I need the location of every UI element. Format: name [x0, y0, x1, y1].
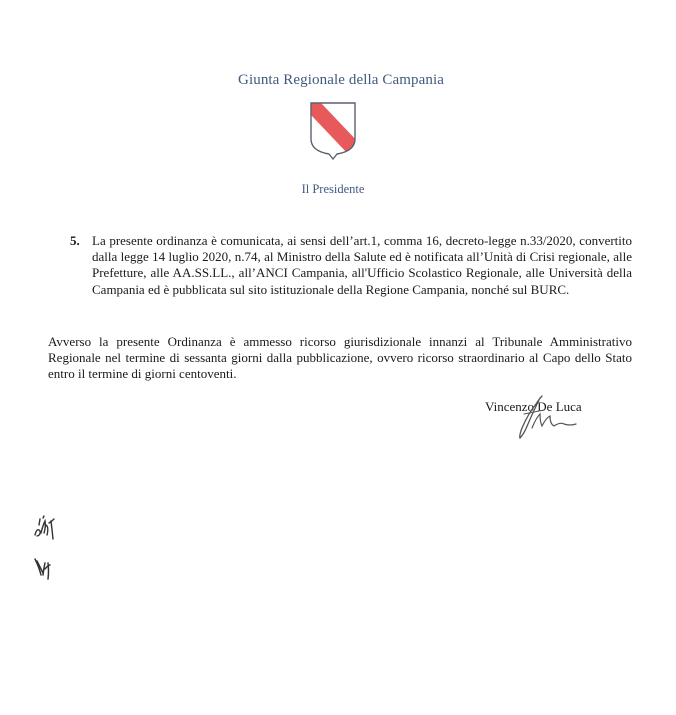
item-text: La presente ordinanza è comunicata, ai sensi dell’art.1, comma 16, decreto-legge n.33/2020, convertito dalla legge 14 luglio 2020, n.74, al Ministro della Salute ed è notificata all’Unità di Crisi regionale, alle Prefetture, alle AA.SS.LL., all’ANCI Campania, all'Ufficio Scolastico Regionale, alle Università della Campania ed è pubblicata sul sito istituzionale della Regione Campania, nonché sul BURC.: [92, 233, 632, 297]
handwritten-signature-icon: [510, 392, 590, 442]
handwritten-initials-icon: [33, 515, 57, 541]
handwritten-initials-icon: [33, 555, 53, 581]
office-subtitle: Il Presidente: [301, 182, 365, 196]
item-number: 5.: [70, 233, 80, 248]
ordinance-item: [70, 233, 632, 298]
signer-name: Vincenzo De Luca: [485, 399, 582, 414]
institution-title: Giunta Regionale della Campania: [238, 72, 444, 88]
appeal-paragraph: Avverso la presente Ordinanza è ammesso ricorso giurisdizionale innanzi al Tribunale Amministrativo Regionale nel termine di sessanta giorni dalla pubblicazione, ovvero ricorso straordinario al Capo dello Stato entro il termine di giorni centoventi.: [48, 334, 632, 382]
campania-coat-of-arms-icon: [309, 101, 357, 161]
